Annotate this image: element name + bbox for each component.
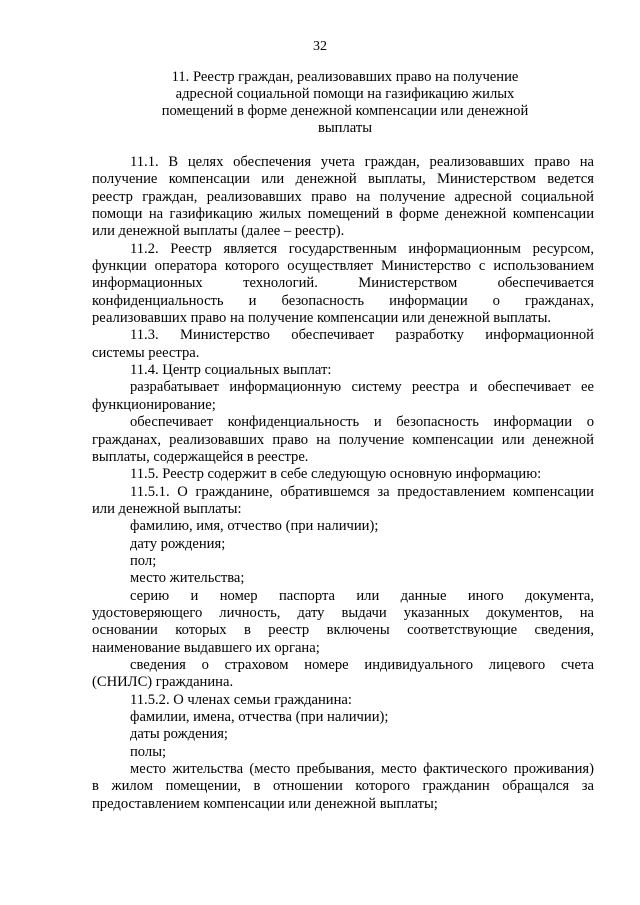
paragraph-line: конфиденциальность и безопасность информации о гражданах, bbox=[92, 292, 594, 309]
paragraph-line: 11.5.1. О гражданине, обратившемся за предоставлением компенсации bbox=[130, 483, 594, 500]
paragraph-line: реализовавших право на получение компенсации или денежной выплаты. bbox=[92, 310, 552, 327]
paragraph-line: сведения о страховом номере индивидуального лицевого счета bbox=[130, 656, 594, 673]
document-body bbox=[92, 154, 594, 813]
paragraph-line: разрабатывает информационную систему реестра и обеспечивает ее bbox=[130, 379, 594, 396]
section-title bbox=[150, 69, 540, 137]
paragraph-line: получение компенсации или денежной выплаты, Министерством ведется bbox=[92, 171, 594, 188]
section-title-line: 11. Реестр граждан, реализовавших право на получение bbox=[171, 69, 519, 85]
paragraph bbox=[92, 536, 594, 553]
paragraph bbox=[92, 466, 594, 483]
paragraph bbox=[92, 241, 594, 328]
paragraph-line: 11.5.2. О членах семьи гражданина: bbox=[130, 691, 352, 708]
paragraph bbox=[92, 553, 594, 570]
paragraph-line: полы; bbox=[130, 743, 167, 760]
section-title-line: адресной социальной помощи на газификацию жилых bbox=[175, 86, 515, 102]
paragraph-line: пол; bbox=[130, 552, 157, 569]
paragraph bbox=[92, 570, 594, 587]
paragraph-line: 11.2. Реестр является государственным информационным ресурсом, bbox=[130, 240, 594, 257]
paragraph-line: 11.1. В целях обеспечения учета граждан, реализовавших право на bbox=[130, 154, 594, 170]
paragraph bbox=[92, 709, 594, 726]
paragraph-line: в жилом помещении, в отношении которого гражданин обращался за bbox=[92, 778, 594, 795]
paragraph bbox=[92, 379, 594, 414]
paragraph-line: функционирование; bbox=[92, 396, 216, 413]
paragraph-line: системы реестра. bbox=[92, 344, 200, 361]
paragraph-line: фамилии, имена, отчества (при наличии); bbox=[130, 709, 389, 725]
paragraph bbox=[92, 761, 594, 813]
paragraph-line: 11.4. Центр социальных выплат: bbox=[130, 362, 332, 379]
paragraph-line: обеспечивает конфиденциальность и безопасность информации о bbox=[130, 414, 594, 431]
paragraph bbox=[92, 362, 594, 379]
paragraph-line: серию и номер паспорта или данные иного документа, bbox=[130, 587, 594, 604]
paragraph-line: или денежной выплаты: bbox=[92, 500, 242, 517]
paragraph-line: место жительства (место пребывания, место фактического проживания) bbox=[130, 761, 594, 778]
paragraph-line: информационных технологий. Министерством обеспечивается bbox=[92, 275, 594, 292]
paragraph-line: дату рождения; bbox=[130, 535, 226, 552]
paragraph-line: даты рождения; bbox=[130, 726, 228, 743]
paragraph-line: гражданах, реализовавших право на получение компенсации или денежной bbox=[92, 431, 594, 448]
section-title-line: помещений в форме денежной компенсации или денежной bbox=[161, 103, 529, 119]
paragraph-line: основании которых в реестр включены соответствующие сведения, bbox=[92, 622, 594, 639]
paragraph-line: фамилию, имя, отчество (при наличии); bbox=[130, 518, 379, 535]
paragraph bbox=[92, 588, 594, 657]
paragraph-line: место жительства; bbox=[130, 570, 245, 587]
paragraph bbox=[92, 518, 594, 535]
section-title-line: выплаты bbox=[317, 120, 373, 136]
paragraph bbox=[92, 154, 594, 241]
paragraph-line: (СНИЛС) гражданина. bbox=[92, 674, 234, 691]
paragraph-line: функции оператора которого осуществляет Министерство с использованием bbox=[92, 258, 594, 275]
paragraph bbox=[92, 726, 594, 743]
paragraph-line: 11.5. Реестр содержит в себе следующую основную информацию: bbox=[130, 466, 542, 483]
paragraph bbox=[92, 327, 594, 362]
paragraph-line: наименование выдавшего их органа; bbox=[92, 639, 320, 656]
paragraph bbox=[92, 692, 594, 709]
paragraph-line: или денежной выплаты (далее – реестр). bbox=[92, 223, 345, 240]
paragraph-line: выплаты, содержащейся в реестре. bbox=[92, 448, 309, 465]
paragraph-line: 11.3. Министерство обеспечивает разработку информационной bbox=[130, 327, 594, 344]
paragraph bbox=[92, 657, 594, 692]
paragraph-line: предоставлением компенсации или денежной выплаты; bbox=[92, 795, 438, 812]
paragraph-line: реестр граждан, реализовавших право на получение адресной социальной bbox=[92, 188, 594, 205]
paragraph-line: удостоверяющего личность, дату выдачи указанных документов, на bbox=[92, 604, 594, 621]
page-number: 32 bbox=[313, 39, 327, 54]
paragraph bbox=[92, 414, 594, 466]
paragraph bbox=[92, 744, 594, 761]
paragraph-line: помощи на газификацию жилых помещений в форме денежной компенсации bbox=[92, 206, 594, 223]
paragraph bbox=[92, 484, 594, 519]
